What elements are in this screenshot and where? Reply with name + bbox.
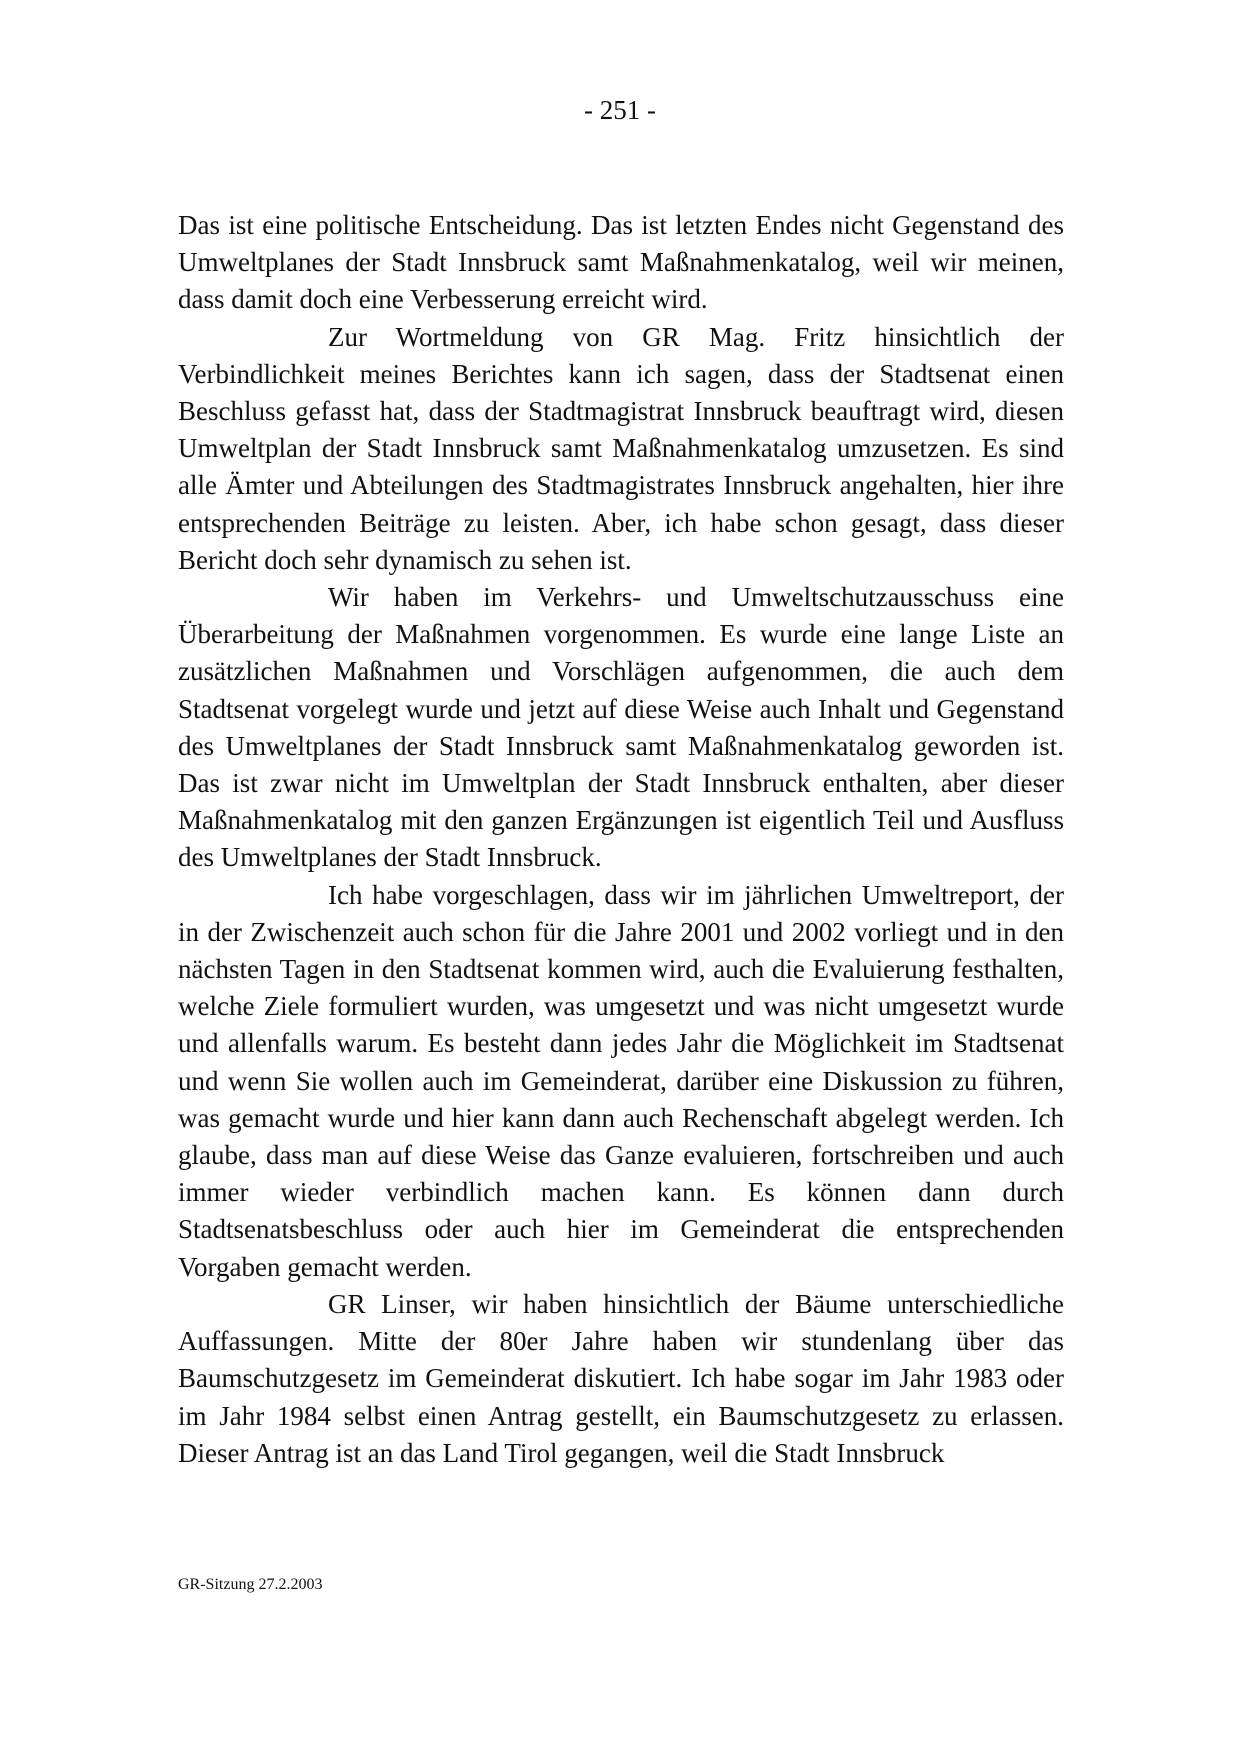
paragraph-3: Wir haben im Verkehrs- und Umweltschutzausschuss eine Überarbeitung der Maßnahmen vorgenommen. Es wurde eine lange Liste an zusätzlichen Maßnahmen und Vorschlägen aufgenommen, die auch dem Stadtsenat vorgelegt wurde und jetzt auf diese Weise auch Inhalt und Gegenstand des Umweltplanes der Stadt Innsbruck samt Maßnahmenkatalog geworden ist. Das ist zwar nicht im Umweltplan der Stadt Innsbruck enthalten, aber dieser Maßnahmenkatalog mit den ganzen Ergänzungen ist eigentlich Teil und Ausfluss des Umweltplanes der Stadt Innsbruck. [178, 582, 1064, 873]
page-number: - 251 - [584, 95, 656, 125]
paragraph-1: Das ist eine politische Entscheidung. Das ist letzten Endes nicht Gegenstand des Umweltplanes der Stadt Innsbruck samt Maßnahmenkatalog, weil wir meinen, dass damit doch eine Verbesserung erreicht wird. [178, 210, 1064, 315]
footer-session-date: GR-Sitzung 27.2.2003 [178, 1576, 323, 1593]
paragraph-4: Ich habe vorgeschlagen, dass wir im jährlichen Umweltreport, der in der Zwischenzeit auch schon für die Jahre 2001 und 2002 vorliegt und in den nächsten Tagen in den Stadtsenat kommen wird, auch die Evaluierung festhalten, welche Ziele formuliert wurden, was umgesetzt und was nicht umgesetzt wurde und allenfalls warum. Es besteht dann jedes Jahr die Möglichkeit im Stadtsenat und wenn Sie wollen auch im Gemeinderat, darüber eine Diskussion zu führen, was gemacht wurde und hier kann dann auch Rechenschaft abgelegt werden. Ich glaube, dass man auf diese Weise das Ganze evaluieren, fortschreiben und auch immer wieder verbindlich machen kann. Es können dann durch Stadtsenatsbeschluss oder auch hier im Gemeinderat die entsprechenden Vorgaben gemacht werden. [178, 879, 1064, 1282]
document-body [178, 207, 1064, 1472]
paragraph-2: Zur Wortmeldung von GR Mag. Fritz hinsichtlich der Verbindlichkeit meines Berichtes kann ich sagen, dass der Stadtsenat einen Beschluss gefasst hat, dass der Stadtmagistrat Innsbruck beauftragt wird, diesen Umweltplan der Stadt Innsbruck samt Maßnahmenkatalog umzusetzen. Es sind alle Ämter und Abteilungen des Stadtmagistrates Innsbruck angehalten, hier ihre entsprechenden Beiträge zu leisten. Aber, ich habe schon gesagt, dass dieser Bericht doch sehr dynamisch zu sehen ist. [178, 321, 1064, 575]
paragraph-5: GR Linser, wir haben hinsichtlich der Bäume unterschiedliche Auffassungen. Mitte der 80er Jahre haben wir stundenlang über das Baumschutzgesetz im Gemeinderat diskutiert. Ich habe sogar im Jahr 1983 oder im Jahr 1984 selbst einen Antrag gestellt, ein Baumschutzgesetz zu erlassen. Dieser Antrag ist an das Land Tirol gegangen, weil die Stadt Innsbruck [178, 1288, 1064, 1468]
